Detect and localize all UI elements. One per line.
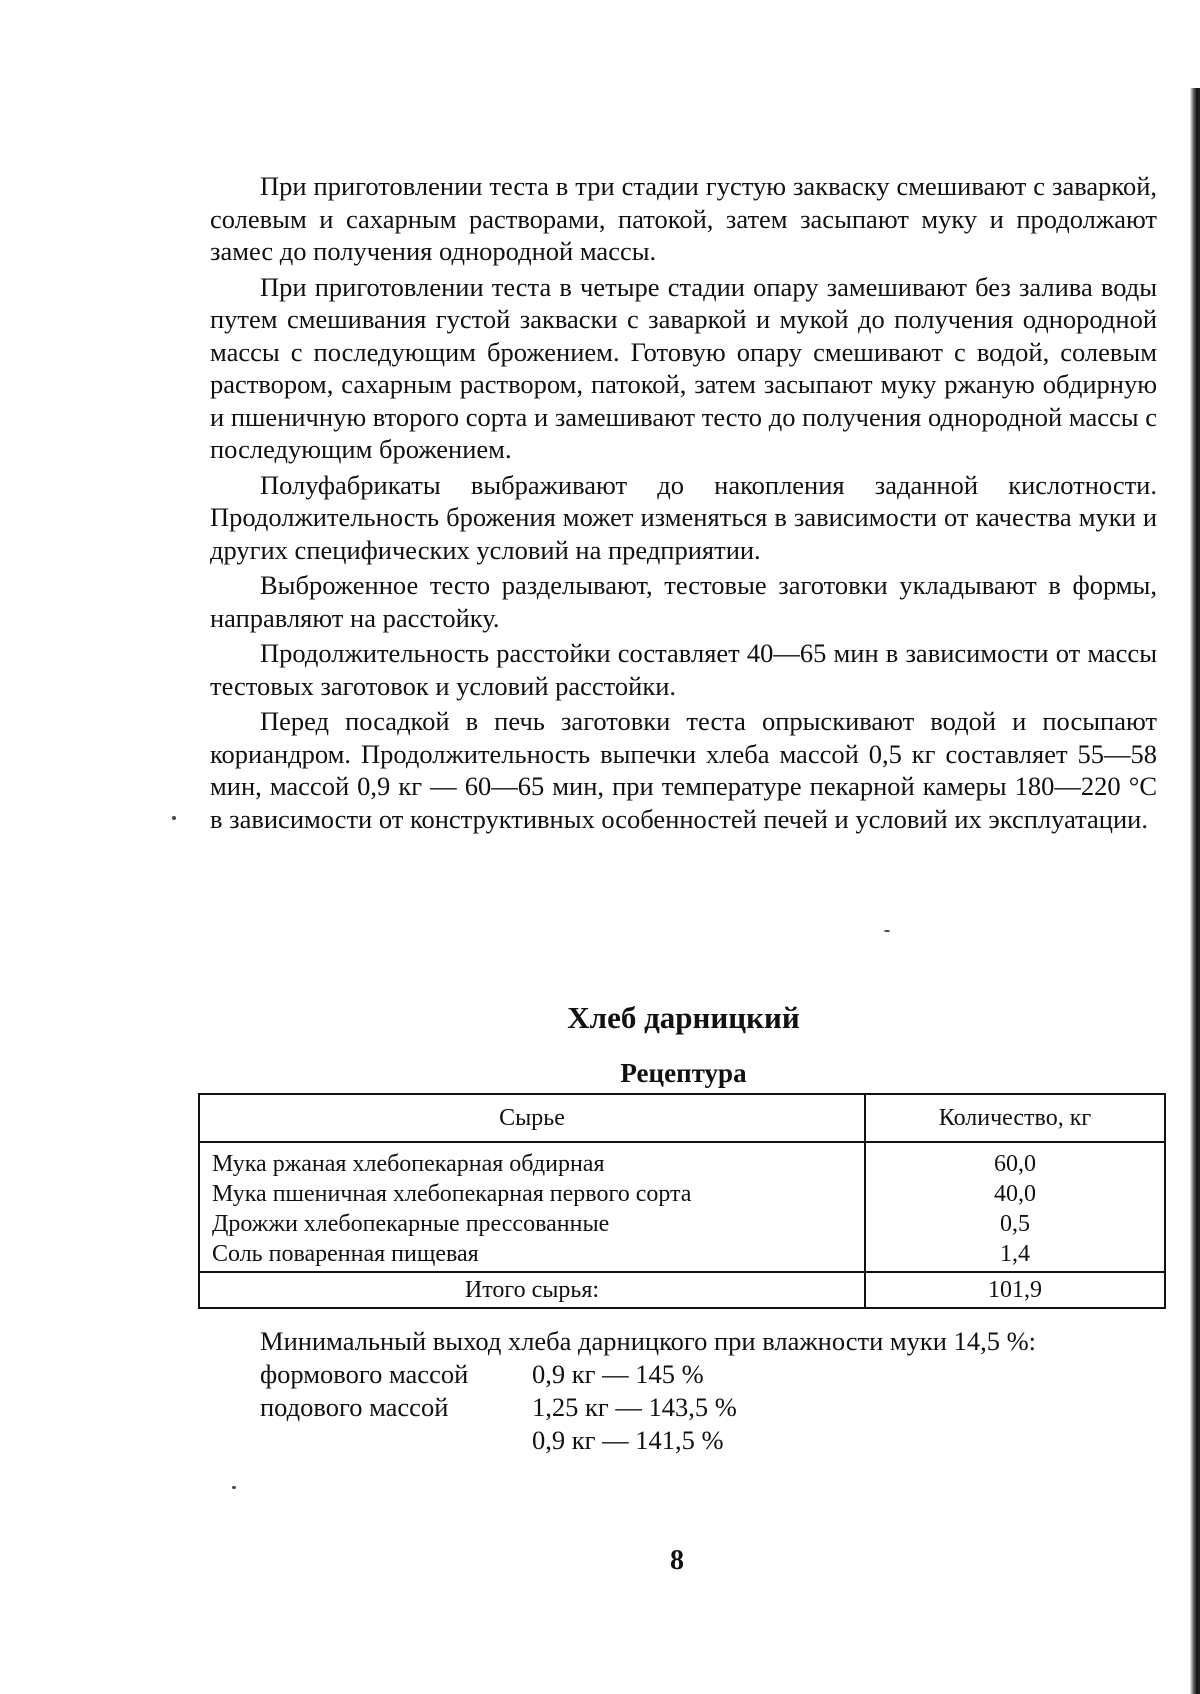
page-number: 8 bbox=[670, 1545, 684, 1576]
yield-value: 0,9 кг — 145 % bbox=[532, 1359, 704, 1389]
ingredient-name: Соль поваренная пищевая bbox=[199, 1239, 865, 1272]
paragraph: Перед посадкой в печь заготовки теста опрыскивают водой и посыпают кориандром. Продолжительность выпечки хлеба массой 0,5 кг составляет 55—58 мин, массой 0,9 кг — 60—65 мин, при температуре пекарной камеры 180—220 °С в зависимости от конструктивных особенностей печей и условий их эксплуатации. bbox=[210, 706, 1157, 834]
yield-intro: Минимальный выход хлеба дарницкого при влажности муки 14,5 %: bbox=[260, 1326, 1037, 1356]
yield-label bbox=[260, 1424, 532, 1457]
ingredient-amount: 60,0 bbox=[865, 1142, 1165, 1179]
table-row bbox=[199, 1142, 1165, 1179]
yield-row bbox=[260, 1424, 1157, 1457]
yield-section bbox=[210, 1325, 1157, 1457]
scan-edge-shadow bbox=[1190, 88, 1200, 1694]
ingredient-name: Мука пшеничная хлебопекарная первого сорта bbox=[199, 1179, 865, 1209]
ingredient-amount: 1,4 bbox=[865, 1239, 1165, 1272]
paragraph: Продолжительность расстойки составляет 40—65 мин в зависимости от массы тестовых заготовок и условий расстойки. bbox=[210, 638, 1157, 701]
yield-label: формового массой bbox=[260, 1359, 469, 1389]
scan-speck bbox=[884, 930, 890, 932]
recipe-table bbox=[198, 1093, 1166, 1309]
total-amount: 101,9 bbox=[865, 1272, 1165, 1308]
paragraph: Выброженное тесто разделывают, тестовые заготовки укладывают в формы, направляют на расстойку. bbox=[210, 570, 1157, 633]
section-subtitle: Рецептура bbox=[620, 1058, 747, 1088]
yield-value: 0,9 кг — 141,5 % bbox=[532, 1425, 724, 1455]
header-ingredient: Сырье bbox=[199, 1094, 865, 1142]
header-amount: Количество, кг bbox=[865, 1094, 1165, 1142]
table-total-row bbox=[199, 1272, 1165, 1308]
scan-speck bbox=[172, 816, 176, 820]
ingredient-name: Дрожжи хлебопекарные прессованные bbox=[199, 1209, 865, 1239]
paragraph: При приготовлении теста в три стадии густую закваску смешивают с заваркой, солевым и сахарным растворами, патокой, затем засыпают муку и продолжают замес до получения однородной массы. bbox=[210, 171, 1157, 266]
ingredient-amount: 0,5 bbox=[865, 1209, 1165, 1239]
ingredient-amount: 40,0 bbox=[865, 1179, 1165, 1209]
table-row bbox=[199, 1209, 1165, 1239]
scan-speck bbox=[232, 1486, 236, 1489]
table-row bbox=[199, 1239, 1165, 1272]
ingredient-name: Мука ржаная хлебопекарная обдирная bbox=[199, 1142, 865, 1179]
yield-row bbox=[260, 1358, 1157, 1391]
table-header-row bbox=[199, 1094, 1165, 1142]
paragraph: При приготовлении теста в четыре стадии опару замешивают без залива воды путем смешивания густой закваски с заваркой и мукой до получения однородной массы с последующим брожением. Готовую опару смешивают с водой, солевым раствором, сахарным раствором, патокой, затем засыпают муку ржаную обдирную и пшеничную второго сорта и замешивают тесто до получения однородной массы с последующим брожением. bbox=[210, 271, 1157, 464]
total-label: Итого сырья: bbox=[199, 1272, 865, 1308]
yield-row bbox=[260, 1391, 1157, 1424]
yield-label: подового массой bbox=[260, 1392, 449, 1422]
section-title: Хлеб дарницкий bbox=[567, 1000, 800, 1035]
body-text bbox=[210, 170, 1157, 835]
table-row bbox=[199, 1179, 1165, 1209]
paragraph: Полуфабрикаты выбраживают до накопления заданной кислотности. Продолжительность брожения может изменяться в зависимости от качества муки и других специфических условий на предприятии. bbox=[210, 469, 1157, 565]
yield-value: 1,25 кг — 143,5 % bbox=[532, 1392, 737, 1422]
